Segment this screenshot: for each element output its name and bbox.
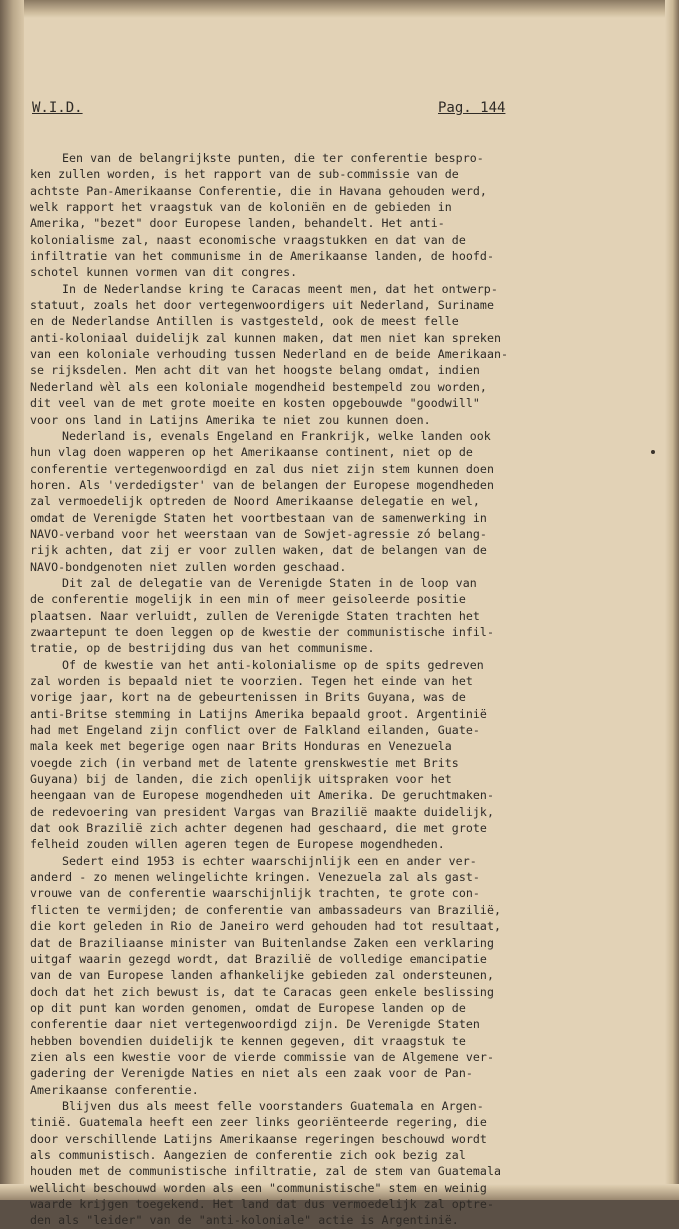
text-line: Amerika, "bezet" door Europese landen, behandelt. Het anti-	[30, 216, 445, 231]
text-line: vrouwe van de conferentie waarschijnlijk trachten, te grote con-	[30, 886, 480, 901]
text-line: wellicht beschouwd worden als een "communistische" stem en weinig	[30, 1180, 487, 1195]
text-line: dat ook Brazilië zich achter degenen had geschaard, die met grote	[30, 821, 487, 836]
text-line: den als "leider" van de "anti-koloniale" actie is Argentinië.	[30, 1213, 459, 1228]
text-line: NAVO-bondgenoten niet zullen worden geschaad.	[30, 559, 347, 574]
document-body	[30, 150, 634, 1229]
text-line: In de Nederlandse kring te Caracas meent men, dat het ontwerp-	[62, 281, 498, 296]
text-line: op dit punt kan worden genomen, omdat de Europese landen op de	[30, 1000, 466, 1015]
text-line: mala keek met begerige ogen naar Brits Honduras en Venezuela	[30, 739, 452, 754]
text-line: voegde zich (in verband met de latente grenskwestie met Brits	[30, 755, 459, 770]
text-line: Een van de belangrijkste punten, die ter conferentie bespro-	[62, 151, 484, 165]
text-line: Of de kwestie van het anti-kolonialisme op de spits gedreven	[62, 657, 484, 672]
text-line: kolonialisme zal, naast economische vraagstukken en dat van de	[30, 232, 466, 247]
text-line: zal vermoedelijk optreden de Noord Amerikaanse delegatie en wel,	[30, 494, 480, 509]
text-line: horen. Als 'verdedigster' van de belangen der Europese mogendheden	[30, 477, 494, 492]
text-line: de redevoering van president Vargas van Brazilië maakte duidelijk,	[30, 804, 494, 819]
text-line: rijk achten, dat zij er voor zullen waken, dat de belangen van de	[30, 543, 487, 558]
text-line: uitgaf waarin gezegd wordt, dat Brazilië de volledige emancipatie	[30, 951, 487, 966]
text-line: infiltratie van het communisme in de Amerikaanse landen, de hoofd-	[30, 249, 494, 264]
text-line: omdat de Verenigde Staten het voortbestaan van de samenwerking in	[30, 510, 487, 525]
text-line: dat de Braziliaanse minister van Buitenlandse Zaken een verklaring	[30, 935, 494, 950]
text-line: anti-Britse stemming in Latijns Amerika bepaald groot. Argentinië	[30, 706, 487, 721]
text-line: vorige jaar, kort na de gebeurtenissen in Brits Guyana, was de	[30, 690, 466, 705]
text-line: tinië. Guatemala heeft een zeer links georiënteerde regering, die	[30, 1115, 487, 1130]
text-line: houden met de communistische infiltratie, zal de stem van Guatemala	[30, 1164, 502, 1179]
organization-code: W.I.D.	[32, 100, 83, 116]
text-line: Blijven dus als meest felle voorstanders Guatemala en Argen-	[62, 1098, 484, 1113]
page-header	[0, 100, 679, 120]
page-top-edge	[0, 0, 679, 18]
text-line: achtste Pan-Amerikaanse Conferentie, die in Havana gehouden werd,	[30, 183, 487, 198]
text-line: Sedert eind 1953 is echter waarschijnlijk een en ander ver-	[62, 853, 477, 868]
text-line: zal worden is bepaald niet te voorzien. Tegen het einde van het	[30, 674, 473, 688]
text-line: heengaan van de Europese mogendheden uit Amerika. De geruchtmaken-	[30, 788, 494, 803]
text-line: schotel kunnen vormen van dit congres.	[30, 265, 298, 280]
text-line: statuut, zoals het door vertegenwoordigers uit Nederland, Suriname	[30, 298, 494, 313]
text-line: conferentie daar niet vertegenwoordigd zijn. De Verenigde Staten	[30, 1017, 480, 1032]
text-line: gadering der Verenigde Naties en niet als een zaak voor de Pan-	[30, 1066, 473, 1081]
text-line: felheid zouden willen ageren tegen de Europese mogendheden.	[30, 837, 445, 852]
text-line: Dit zal de delegatie van de Verenigde Staten in de loop van	[62, 575, 477, 590]
text-line: de conferentie mogelijk in een min of meer geisoleerde positie	[30, 592, 466, 607]
text-line: had met Engeland zijn conflict over de Falkland eilanden, Guate-	[30, 723, 480, 738]
text-line: en de Nederlandse Antillen is vastgesteld, ook de meest felle	[30, 314, 459, 329]
text-line: dit veel van de met grote moeite en kosten opgebouwde "goodwill"	[30, 396, 480, 411]
text-line: anti-koloniaal duidelijk zal kunnen maken, dat men niet kan spreken	[30, 330, 502, 345]
text-line: waarde krijgen toegekend. Het land dat dus vermoedelijk zal optre-	[30, 1197, 494, 1211]
text-line: anderd - zo menen welingelichte kringen. Venezuela zal als gast-	[30, 870, 480, 885]
text-line: doch dat het zich bewust is, dat te Caracas geen enkele beslissing	[30, 984, 494, 999]
text-line: van een koloniale verhouding tussen Nederland en de beide Amerikaan-	[30, 347, 509, 362]
text-line: als communistisch. Aangezien de conferentie zich ook bezig zal	[30, 1147, 466, 1162]
text-line: Guyana) bij de landen, die zich openlijk uitspraken voor het	[30, 772, 452, 787]
text-line: Nederland wèl als een koloniale mogendheid bestempeld zou worden,	[30, 379, 487, 394]
text-line: die kort geleden in Rio de Janeiro werd gehouden had tot resultaat,	[30, 919, 502, 934]
text-line: zien als een kwestie voor de vierde commissie van de Algemene ver-	[30, 1049, 494, 1064]
text-line: hebben bovendien duidelijk te kennen gegeven, dit vraagstuk te	[30, 1033, 466, 1048]
text-line: se rijksdelen. Men acht dit van het hoogste belang omdat, indien	[30, 363, 480, 378]
text-line: Amerikaanse conferentie.	[30, 1082, 199, 1097]
text-line: ken zullen worden, is het rapport van de sub-commissie van de	[30, 167, 459, 182]
text-line: door verschillende Latijns Amerikaanse regeringen beschouwd wordt	[30, 1131, 487, 1146]
text-line: hun vlag doen wapperen op het Amerikaanse continent, niet op de	[30, 445, 473, 460]
text-line: zwaartepunt te doen leggen op de kwestie der communistische infil-	[30, 624, 494, 639]
text-line: Nederland is, evenals Engeland en Frankrijk, welke landen ook	[62, 428, 491, 443]
binding-edge	[0, 0, 24, 1200]
text-line: plaatsen. Naar verluidt, zullen de Verenigde Staten trachten het	[30, 608, 480, 623]
text-line: flicten te vermijden; de conferentie van ambassadeurs van Brazilië,	[30, 902, 502, 917]
text-line: voor ons land in Latijns Amerika te niet zou kunnen doen.	[30, 412, 431, 427]
text-line: welk rapport het vraagstuk van de koloniën en de gebieden in	[30, 200, 452, 215]
margin-speck	[651, 450, 655, 454]
page-right-edge	[665, 0, 679, 1200]
text-line: van de van Europese landen afhankelijke gebieden zal ondersteunen,	[30, 968, 494, 983]
text-line: tratie, op de bestrijding dus van het communisme.	[30, 641, 375, 656]
text-line: conferentie vertegenwoordigd en zal dus niet zijn stem kunnen doen	[30, 461, 494, 476]
text-line: NAVO-verband voor het weerstaan van de Sowjet-agressie zó belang-	[30, 526, 487, 541]
page-number: Pag. 144	[438, 100, 506, 116]
